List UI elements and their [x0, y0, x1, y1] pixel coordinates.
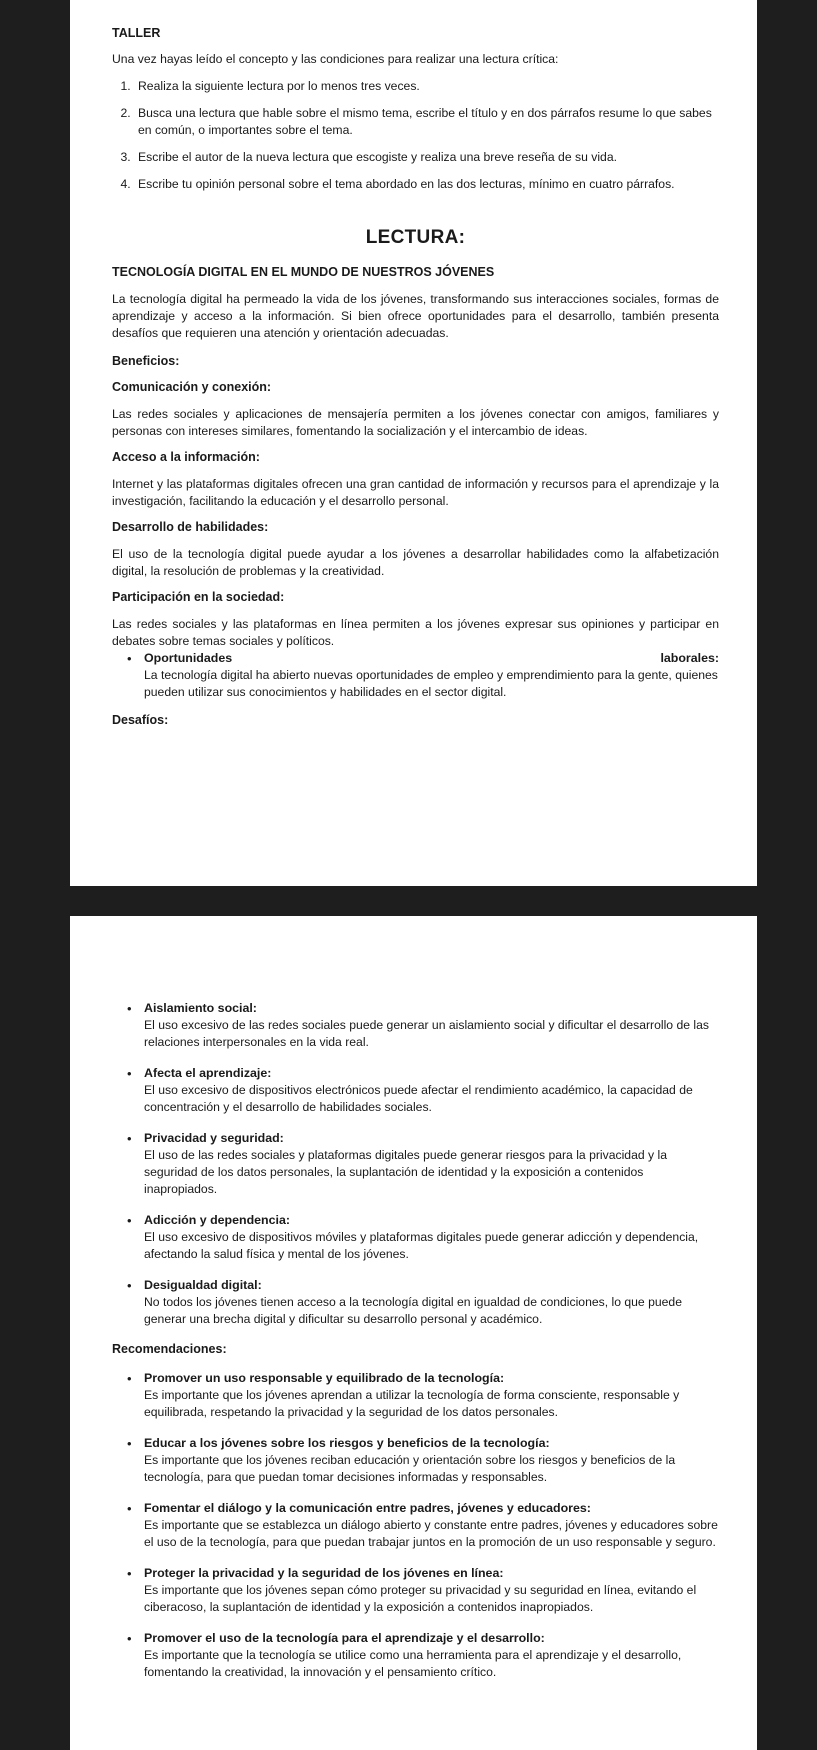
benefit-title: Desarrollo de habilidades:: [112, 520, 269, 534]
document-page-2: [70, 916, 757, 1750]
recommendation-text: Es importante que los jóvenes reciban educación y orientación sobre los riesgos y beneficios de la tecnología, para que puedan tomar decisiones informadas y responsables.: [144, 1453, 676, 1484]
benefit-title: Acceso a la información:: [112, 450, 260, 464]
recommendation-text: Es importante que los jóvenes aprendan a utilizar la tecnología de forma consciente, responsable y equilibrada, respetando la privacidad y la seguridad de los datos personales.: [144, 1388, 680, 1419]
task-list: [112, 78, 719, 193]
recommendation-title: • Proteger la privacidad y la seguridad de los jóvenes en línea:: [144, 1566, 504, 1580]
benefits-heading: Beneficios:: [112, 354, 180, 368]
list-item: [144, 1565, 719, 1616]
recommendation-title: • Promover el uso de la tecnología para el aprendizaje y el desarrollo:: [144, 1631, 545, 1645]
benefit-text: El uso de la tecnología digital puede ayudar a los jóvenes a desarrollar habilidades como la alfabetización digital, la resolución de problemas y la creatividad.: [112, 547, 719, 578]
challenge-title: • Desigualdad digital:: [144, 1278, 262, 1292]
benefit-title: Participación en la sociedad:: [112, 590, 285, 604]
oportunidades-title-right: laborales:: [660, 651, 719, 665]
task-item: 3. Escribe el autor de la nueva lectura que escogiste y realiza una breve reseña de su vida.: [134, 149, 719, 166]
reading-title: TECNOLOGÍA DIGITAL EN EL MUNDO DE NUESTROS JÓVENES: [112, 265, 495, 279]
benefit-text: Internet y las plataformas digitales ofrecen una gran cantidad de información y recursos para el aprendizaje y la investigación, facilitando la educación y el desarrollo personal.: [112, 477, 719, 508]
oportunidades-title-left: • Oportunidades: [144, 651, 233, 665]
document-page-1: [70, 0, 757, 886]
list-item: [144, 1370, 719, 1421]
benefit-text: Las redes sociales y las plataformas en línea permiten a los jóvenes expresar sus opiniones y participar en debates sobre temas sociales y políticos.: [112, 617, 719, 648]
recommendation-text: Es importante que se establezca un diálogo abierto y constante entre padres, jóvenes y educadores sobre el uso de la tecnología, para que puedan trabajar juntos en la promoción de un uso responsable y seguro.: [144, 1518, 718, 1549]
recommendation-text: Es importante que la tecnología se utilice como una herramienta para el aprendizaje y el desarrollo, fomentando la creatividad, la innovación y el pensamiento crítico.: [144, 1648, 682, 1679]
list-item: [144, 1435, 719, 1486]
list-item: [144, 1065, 719, 1116]
challenge-text: El uso excesivo de dispositivos electrónicos puede afectar el rendimiento académico, la capacidad de concentración y el desarrollo de habilidades sociales.: [144, 1083, 693, 1114]
oportunidades-text: La tecnología digital ha abierto nuevas oportunidades de empleo y emprendimiento para la gente, quienes pueden utilizar sus conocimientos y habilidades en el sector digital.: [144, 668, 718, 699]
list-item: [144, 1212, 719, 1263]
oportunidades-list: [112, 650, 719, 701]
challenge-text: El uso excesivo de las redes sociales puede generar un aislamiento social y dificultar el desarrollo de las relaciones interpersonales en la vida real.: [144, 1018, 709, 1049]
recommendations-list: [112, 1370, 719, 1681]
list-item: [144, 1500, 719, 1551]
recommendation-text: Es importante que los jóvenes sepan cómo proteger su privacidad y su seguridad en línea, evitando el ciberacoso, la suplantación de identidad y la exposición a contenidos inapropiados.: [144, 1583, 697, 1614]
challenge-title: • Aislamiento social:: [144, 1001, 257, 1015]
challenge-title: • Adicción y dependencia:: [144, 1213, 290, 1227]
challenge-text: El uso excesivo de dispositivos móviles y plataformas digitales puede generar adicción y dependencia, afectando la salud física y mental de los jóvenes.: [144, 1230, 699, 1261]
recommendations-heading: Recomendaciones:: [112, 1342, 227, 1356]
list-item: [144, 1130, 719, 1198]
taller-title: TALLER: [112, 26, 161, 40]
benefit-title: Comunicación y conexión:: [112, 380, 272, 394]
list-item: [144, 1630, 719, 1681]
task-item: 2. Busca una lectura que hable sobre el mismo tema, escribe el título y en dos párrafos resume lo que sabes en común, o importantes sobre el tema.: [134, 105, 719, 139]
list-item: [144, 1277, 719, 1328]
list-item: [144, 1000, 719, 1051]
benefit-text: Las redes sociales y aplicaciones de mensajería permiten a los jóvenes conectar con amigos, familiares y personas con intereses similares, fomentando la socialización y el intercambio de ideas.: [112, 407, 719, 438]
task-item: 1. Realiza la siguiente lectura por lo menos tres veces.: [134, 78, 719, 95]
challenge-title: • Afecta el aprendizaje:: [144, 1066, 272, 1080]
list-item: [144, 650, 719, 701]
reading-intro: La tecnología digital ha permeado la vida de los jóvenes, transformando sus interacciones sociales, formas de aprendizaje y acceso a la información. Si bien ofrece oportunidades para el desarrollo, también presenta desafíos que requieren una atención y orientación adecuadas.: [112, 292, 719, 340]
challenges-list: [112, 1000, 719, 1328]
taller-intro: Una vez hayas leído el concepto y las condiciones para realizar una lectura crítica:: [112, 52, 559, 66]
recommendation-title: • Fomentar el diálogo y la comunicación entre padres, jóvenes y educadores:: [144, 1501, 591, 1515]
challenges-heading: Desafíos:: [112, 713, 169, 727]
challenge-text: El uso de las redes sociales y plataformas digitales puede generar riesgos para la privacidad y la seguridad de los datos personales, la suplantación de identidad y la exposición a contenidos inapropiados.: [144, 1148, 667, 1196]
recommendation-title: • Educar a los jóvenes sobre los riesgos y beneficios de la tecnología:: [144, 1436, 550, 1450]
recommendation-title: • Promover un uso responsable y equilibrado de la tecnología:: [144, 1371, 505, 1385]
task-item: 4. Escribe tu opinión personal sobre el tema abordado en las dos lecturas, mínimo en cuatro párrafos.: [134, 176, 719, 193]
challenge-title: • Privacidad y seguridad:: [144, 1131, 284, 1145]
lectura-heading: LECTURA:: [365, 227, 466, 248]
challenge-text: No todos los jóvenes tienen acceso a la tecnología digital en igualdad de condiciones, lo que puede generar una brecha digital y dificultar su desarrollo personal y académico.: [144, 1295, 682, 1326]
oportunidades-title-row: [144, 650, 719, 667]
